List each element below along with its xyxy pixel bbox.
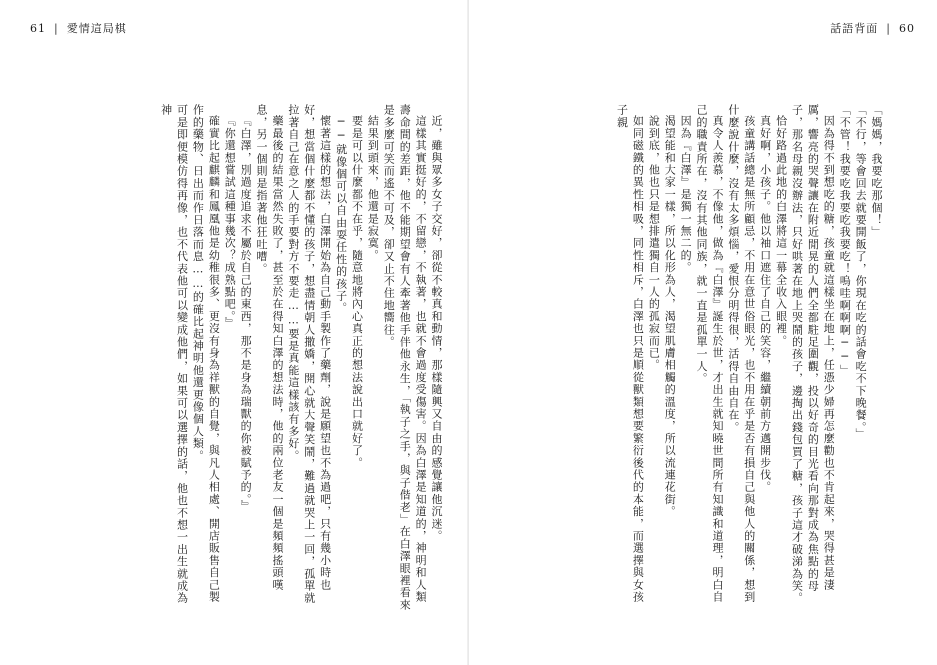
paragraph: 『你還想嘗試這種事幾次？成熟點吧。』 bbox=[223, 115, 237, 330]
right-running-title: 話語背面 bbox=[830, 22, 879, 35]
paragraph: 懷著這樣的想法，白澤開始為自己動手製作了藥劑，說是願望也不為過吧，只有幾小時也好，想當個什麼都不懂的孩子，想盡情朝人撒嬌，開心就大聲笑鬧，難過就哭上一回，孤單就拉著自己在意之人的手要對方不要走……要是真能這樣該有多好。 bbox=[286, 104, 332, 605]
paragraph: 說到底，他也只是想排遣獨自一人的孤寂而已。 bbox=[647, 115, 661, 372]
paragraph: 「媽媽，我要吃那個！」 bbox=[870, 104, 883, 239]
paragraph: 因為得不到想吃的糖，孩童就這樣坐在地上，任憑少婦再怎麼勸也不肯起來，哭得甚是淒厲，響亮的哭聲讓在附近閒晃的人們全都駐足圍觀，投以好奇的目光看向那對成為焦點的母子，那名母親沒辦法，只好哄著在地上哭鬧的孩子，邊掏出錢包買了糖，孩子這才破涕為笑。 bbox=[790, 104, 836, 605]
paragraph: 藥最後的結果當然失敗了，甚至於在得知白澤的想法時，他的兩位老友一個是頻頻搖頭嘆息，另一個則是指著他狂吐嘈。 bbox=[255, 104, 284, 591]
left-page bbox=[0, 0, 468, 665]
paragraph: 「不行，等會回去就要開飯了，你現在吃的話會吃不下晚餐。」 bbox=[854, 104, 868, 441]
paragraph: 這樣其實挺好的，不留戀，不執著，也就不會過度受傷害。因為白澤是知道的，神明和人類壽命間的差距，他不能期望會有人牽著他手伴他永生，「執子之手，與子偕老」在白澤眼裡看來是多麼可笑而遙不可及，卻又止不住地嚮往。 bbox=[382, 104, 428, 611]
header-separator: | bbox=[54, 21, 59, 35]
paragraph: 渴望能和大家一樣，所以化形為人，渴望肌膚相觸的溫度，所以流連花街。 bbox=[663, 115, 677, 518]
left-page-header bbox=[30, 20, 127, 36]
right-page-number: 60 bbox=[899, 21, 915, 35]
paragraph: 孩童講話總是無所顧忌，不用在意世俗眼光，也不用在乎是否有損自己與他人的關係，想到什麼說什麼，沒有太多煩惱，愛恨分明得很，活得自由自在。 bbox=[726, 104, 756, 603]
paragraph: 結果到頭來，他還是寂寞。 bbox=[366, 115, 380, 262]
paragraph: 可是即便模仿得再像，也不代表他可以變成他們，如果可以選擇的話，他也不想一出生就成為神 bbox=[159, 104, 189, 605]
paragraph: 要是可以什麼都不在乎，隨意地將內心真正的想法說出口就好了。 bbox=[350, 115, 364, 469]
right-page-body bbox=[524, 104, 884, 614]
paragraph: 恰好路過此地的白澤將這一幕全收入眼裡。 bbox=[774, 115, 788, 347]
paragraph: 近，雖與眾多女子交好，卻從不較真和動情，那樣隨興又自由的感覺讓他沉迷。 bbox=[430, 115, 443, 542]
paragraph: 『白澤，別過度追求不屬於自己的東西，那不是身為瑞獸的你被賦予的。』 bbox=[239, 115, 253, 513]
left-page-body bbox=[52, 104, 444, 614]
paragraph: 真令人羨慕，不像他，做為『白澤』誕生於世，才出生就知曉世間所有知識和道理，明白自己的職責所在，沒有其他同族，就一直是孤單一人。 bbox=[695, 104, 724, 603]
paragraph: 確實比起麒麟和鳳凰他是幼稚很多、更沒有身為祥獸的自覺，與凡人相處、開店販售自己製作的藥物、日出而作日落而息……的確比起神明他還更像個人類。 bbox=[191, 104, 221, 603]
left-running-title: 愛情這局棋 bbox=[66, 22, 127, 35]
left-page-number: 61 bbox=[30, 21, 46, 35]
header-separator: | bbox=[886, 21, 891, 35]
paragraph: 如同磁鐵的異性相吸，同性相斥，白澤也只是順從獸類想要繁衍後代的本能，而選擇與女孩子親 bbox=[615, 104, 645, 603]
paragraph: ──就像個可以自由耍任性的孩子。 bbox=[334, 115, 348, 315]
right-page-header bbox=[830, 20, 915, 36]
paragraph: 真好啊，小孩子。他以袖口遮住了自己的笑容，繼續朝前方邁開步伐。 bbox=[758, 115, 772, 494]
paragraph: 「不管！我要吃我要吃我要吃！嗚哇啊啊啊──」 bbox=[838, 104, 852, 377]
right-page bbox=[469, 0, 937, 665]
paragraph: 因為『白澤』是獨一無二的。 bbox=[679, 115, 693, 274]
